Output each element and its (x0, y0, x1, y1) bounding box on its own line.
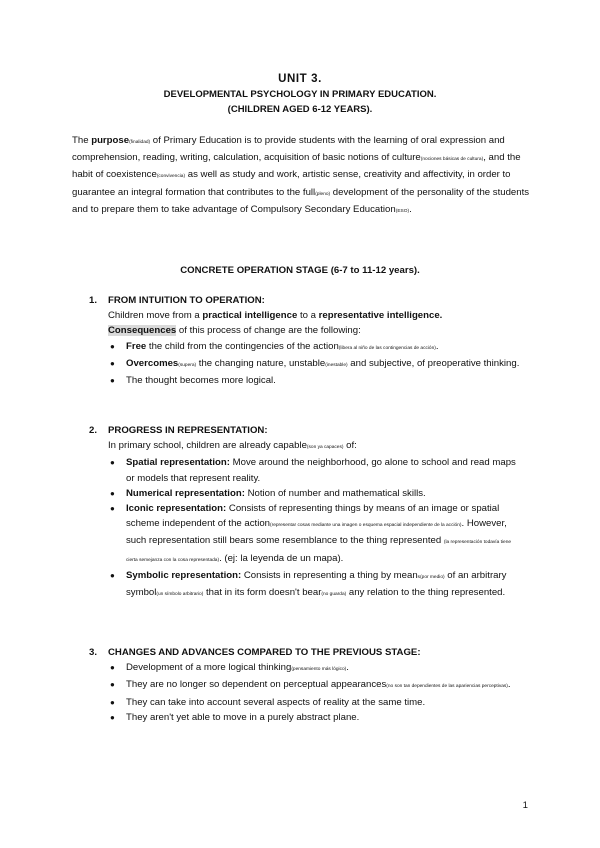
section-heading (90, 423, 520, 438)
item-text: The thought becomes more logical. (126, 375, 276, 387)
translation-note: (no son tan dependientes de las apariencias perceptivas) (386, 684, 508, 690)
item-bold: Symbolic representation: (126, 569, 242, 581)
bullet-list (90, 660, 520, 725)
section-3 (90, 645, 520, 725)
item-text: and subjective, of preoperative thinking. (347, 357, 520, 369)
list-item (106, 568, 520, 602)
intro-text: development of the personality of the students and to prepare them to take advantage of Compulsory Secondary Education (72, 186, 530, 215)
list-item (106, 501, 520, 568)
body-text: of this process of change are the following: (176, 325, 361, 337)
list-item (106, 339, 520, 356)
list-item (106, 677, 520, 694)
item-text: . (346, 662, 349, 674)
item-text: They are no longer so dependent on perceptual appearances (126, 679, 387, 691)
bullet-icon: ● (110, 488, 115, 498)
item-text: that in its form doesn't bear (203, 587, 322, 599)
list-item (106, 660, 520, 677)
translation-note: (la representación todavía tiene cierta semejanza con la cosa representada) (126, 540, 512, 563)
bullet-icon: ● (110, 358, 115, 368)
translation-note: s(por medio) (417, 574, 445, 580)
list-item (106, 710, 520, 725)
item-text: any relation to the thing represented. (346, 587, 506, 599)
translation-note: (representar cosas mediante una imagen o esquema espacial independiente de la acción) (270, 523, 462, 529)
list-item (106, 486, 520, 501)
item-text: . However, such representation still bears some resemblance to the thing represented (126, 518, 507, 547)
intro-text: The (72, 135, 92, 146)
section-1 (90, 293, 520, 388)
title-block (0, 72, 600, 117)
item-text: the child from the contingencies of the action (146, 340, 339, 352)
translation-note: (finalidad) (129, 140, 151, 145)
item-text: Development of a more logical thinking (126, 662, 292, 674)
body-text: of: (343, 440, 357, 452)
body-text: In primary school, children are already capable (108, 440, 307, 452)
item-bold: Spatial representation: (126, 457, 230, 469)
body-bold: representative intelligence. (318, 310, 443, 322)
body-text: Children move from a (108, 310, 203, 322)
section-body (108, 438, 520, 455)
item-text: They aren't yet able to move in a purely abstract plane. (126, 711, 360, 723)
section-body (108, 308, 520, 323)
body-bold: practical intelligence (202, 310, 298, 322)
list-item (106, 695, 520, 710)
item-text: the changing nature, unstable (196, 357, 326, 369)
translation-note: (no guarda) (321, 592, 347, 598)
item-text: They can take into account several aspects of reality at the same time. (126, 696, 426, 708)
list-item (106, 455, 520, 485)
list-item (106, 356, 520, 373)
section-body (108, 323, 520, 338)
section-heading (90, 645, 520, 660)
translation-note: (un símbolo arbitrario) (156, 592, 204, 598)
translation-note: (libera al niño de las contingencias de acción) (338, 345, 436, 351)
intro-text: of Primary Education is to provide students with the learning of oral expression and comprehension, reading, writing, calculation, acquisition of basic notions of culture (72, 135, 505, 164)
item-text: . (435, 340, 439, 352)
translation-note: (supera) (178, 362, 197, 368)
item-bold: Numerical representation: (126, 487, 245, 499)
bullet-icon: ● (110, 712, 115, 722)
bullet-icon: ● (110, 458, 115, 468)
section-2 (90, 423, 520, 602)
translation-note: (inestable) (325, 362, 348, 368)
bullet-icon: ● (110, 680, 115, 690)
section-number: 1. (89, 295, 98, 306)
bullet-icon: ● (110, 376, 115, 386)
translation-note: (son ya capaces) (306, 445, 344, 451)
item-text: of an arbitrary symbol (126, 569, 507, 599)
section-number: 3. (89, 647, 98, 658)
translation-note: (convivencia) (156, 174, 186, 180)
item-text: . (ej: la leyenda de un mapa). (219, 552, 344, 564)
intro-text: as well as study and work, artistic sense, creativity and affectivity, in order to guarantee an integral formation that contributes to the full (72, 169, 511, 198)
item-text: Consists in representing a thing by mean (241, 569, 418, 581)
intro-bold-purpose: purpose (91, 135, 130, 146)
translation-note: (nociones básicas de cultura) (420, 157, 484, 163)
list-item (106, 373, 520, 388)
intro-paragraph (72, 133, 532, 219)
unit-title: UNIT 3. (278, 73, 322, 85)
translation-note: (pleno) (315, 191, 331, 197)
unit-subtitle-line2: (CHILDREN AGED 6-12 YEARS). (227, 104, 373, 115)
item-bold: Overcomes (126, 357, 179, 369)
item-bold: Free (126, 340, 147, 352)
item-text: . (507, 679, 511, 691)
section-title: FROM INTUITION TO OPERATION: (108, 295, 265, 306)
unit-subtitle-line1: DEVELOPMENTAL PSYCHOLOGY IN PRIMARY EDUCATION. (163, 89, 437, 100)
item-text: Move around the neighborhood, go alone to school and read maps or models that represent reality. (126, 457, 516, 484)
highlighted-word: Consequences (108, 325, 177, 337)
section-heading (90, 293, 520, 308)
item-text: Notion of number and mathematical skills. (244, 487, 426, 499)
bullet-icon: ● (110, 570, 115, 580)
translation-note: (pensamiento más lógico) (291, 667, 347, 673)
section-number: 2. (89, 425, 98, 436)
bullet-list (90, 339, 520, 389)
body-text: to a (297, 310, 319, 322)
section-title: PROGRESS IN REPRESENTATION: (108, 425, 268, 436)
bullet-icon: ● (110, 504, 115, 514)
item-text: Consists of representing things by means of an image or spatial scheme independent of the action (126, 503, 500, 530)
stage-heading: CONCRETE OPERATION STAGE (6-7 to 11-12 years). (180, 265, 420, 276)
bullet-icon: ● (110, 697, 115, 707)
translation-note: (ESO) (395, 208, 410, 214)
item-bold: Iconic representation: (126, 503, 227, 515)
bullet-list (90, 455, 520, 602)
bullet-icon: ● (110, 663, 115, 673)
intro-text: , and the habit of coexistence (72, 152, 521, 181)
section-title: CHANGES AND ADVANCES COMPARED TO THE PREVIOUS STAGE: (108, 647, 421, 658)
intro-text: . (409, 203, 412, 215)
bullet-icon: ● (110, 341, 115, 351)
page-number: 1 (522, 800, 528, 811)
